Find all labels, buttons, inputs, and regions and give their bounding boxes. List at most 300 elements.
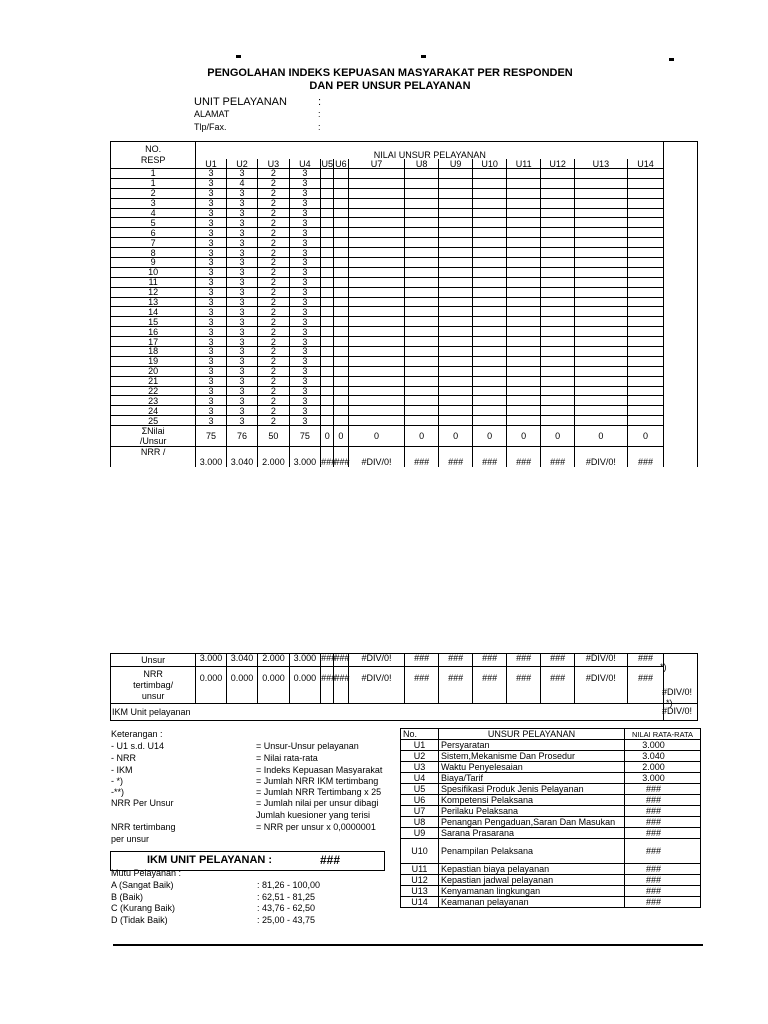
cell-value (321, 356, 334, 366)
page-gap (0, 522, 768, 653)
cell-value (473, 396, 507, 406)
cell-value (405, 347, 439, 357)
telp-label: Tlp/Fax. (194, 122, 227, 132)
cell-value: 2 (258, 228, 289, 238)
keterangan-definition: = Indeks Kepuasan Masyarakat (256, 765, 383, 775)
cell-value: 2 (258, 297, 289, 307)
cell-value (506, 287, 541, 297)
cell-value (334, 297, 348, 307)
cell-value: 3 (226, 248, 257, 258)
cell-value: 2 (258, 356, 289, 366)
cell-value (321, 347, 334, 357)
cell-value: 3 (196, 347, 226, 357)
cell-value (506, 169, 541, 179)
column-header: U12 (541, 159, 575, 168)
cell-value: 3 (289, 366, 320, 376)
unsur-code: U12 (401, 875, 439, 886)
table-row (111, 188, 698, 198)
column-header: U1 (196, 159, 226, 168)
cell-value: 3 (226, 198, 257, 208)
unsur-code: U1 (401, 740, 439, 751)
cell-value (506, 386, 541, 396)
cell-value: 3 (196, 327, 226, 337)
table-row (111, 218, 698, 228)
table-row (111, 376, 698, 386)
unsur-name: Sarana Prasarana (439, 828, 625, 839)
cell-value (627, 406, 664, 416)
table-row (111, 267, 698, 277)
resp-number: 8 (111, 248, 196, 258)
cell-value: 3 (226, 277, 257, 287)
cell-value: 3 (196, 169, 226, 179)
table-row (111, 169, 698, 179)
cell-value (348, 376, 405, 386)
sum-value: 0 (438, 426, 473, 447)
cell-value (334, 208, 348, 218)
cell-value (574, 228, 627, 238)
cell-value: 3 (289, 208, 320, 218)
cell-value (541, 317, 575, 327)
cell-value (574, 366, 627, 376)
cell-value: 3 (289, 258, 320, 268)
cell-value (541, 267, 575, 277)
resp-number: 14 (111, 307, 196, 317)
cell-value (334, 188, 348, 198)
cell-value (473, 386, 507, 396)
cell-value: 3 (196, 198, 226, 208)
cell-value (574, 258, 627, 268)
cell-value (334, 317, 348, 327)
cell-value (506, 248, 541, 258)
alamat-label: ALAMAT (194, 109, 230, 119)
keterangan-definition: Jumlah kuesioner yang terisi (256, 810, 371, 820)
cell-value: 3 (289, 406, 320, 416)
cell-value (334, 178, 348, 188)
unsur-value: ### (627, 654, 664, 667)
cell-value (506, 208, 541, 218)
keterangan-definition: = Nilai rata-rata (256, 753, 318, 763)
resp-number: 19 (111, 356, 196, 366)
keterangan-term: NRR Per Unsur (111, 798, 174, 808)
unsur-name: Kenyamanan lingkungan (439, 886, 625, 897)
cell-value (473, 258, 507, 268)
cell-value: 3 (289, 277, 320, 287)
cell-value: 3 (196, 218, 226, 228)
cell-value (405, 337, 439, 347)
cell-value: 2 (258, 396, 289, 406)
table-row (111, 258, 698, 268)
cell-value (348, 327, 405, 337)
cell-value (574, 356, 627, 366)
cell-value: 2 (258, 178, 289, 188)
sum-value: 0 (405, 426, 439, 447)
cell-value (321, 297, 334, 307)
cell-value: 3 (289, 218, 320, 228)
cell-value (321, 267, 334, 277)
cell-value (438, 347, 473, 357)
column-header: U6 (335, 158, 347, 169)
cell-value (473, 169, 507, 179)
cell-value (405, 238, 439, 248)
cell-value (405, 406, 439, 416)
cell-value (405, 178, 439, 188)
table-row (111, 396, 698, 406)
resp-number: 22 (111, 386, 196, 396)
resp-number: 12 (111, 287, 196, 297)
unsur-name: Kepastian jadwal pelayanan (439, 875, 625, 886)
unsur-code: U4 (401, 773, 439, 784)
resp-number: 6 (111, 228, 196, 238)
cell-value: 3 (196, 356, 226, 366)
cell-value (627, 198, 664, 208)
ikm-unit-pelayanan-label: IKM Unit pelayanan (111, 704, 664, 721)
cell-value (506, 337, 541, 347)
keterangan-term: NRR tertimbang (111, 822, 176, 832)
cell-value (438, 297, 473, 307)
sum-value: 75 (196, 426, 226, 447)
unsur-code: U8 (401, 817, 439, 828)
bottom-rule (113, 944, 703, 946)
cell-value: 3 (226, 317, 257, 327)
cell-value (473, 188, 507, 198)
nrr-tertimbang-value: ### (321, 667, 334, 704)
cell-value (405, 376, 439, 386)
unsur-code: U2 (401, 751, 439, 762)
nrr-tertimbang-value: 0.000 (226, 667, 257, 704)
unsur-table-row (401, 784, 701, 795)
cell-value (321, 228, 334, 238)
cell-value (541, 287, 575, 297)
unsur-code: U11 (401, 864, 439, 875)
cell-value (627, 218, 664, 228)
cell-value (348, 188, 405, 198)
cell-value: 3 (289, 267, 320, 277)
cell-value (574, 218, 627, 228)
cell-value (574, 238, 627, 248)
cell-value: 3 (196, 208, 226, 218)
resp-number: 2 (111, 188, 196, 198)
cell-value (627, 208, 664, 218)
unsur-code: U13 (401, 886, 439, 897)
unsur-name: Sistem,Mekanisme Dan Prosedur (439, 751, 625, 762)
cell-value (348, 258, 405, 268)
unsur-value: ### (506, 654, 541, 667)
resp-number: 24 (111, 406, 196, 416)
column-header: U5 (321, 158, 333, 169)
unsur-table-row (401, 875, 701, 886)
cell-value (473, 416, 507, 426)
cell-value (438, 327, 473, 337)
nrr-tertimbang-value: ### (506, 667, 541, 704)
cell-value: 3 (226, 267, 257, 277)
cell-value: 3 (196, 337, 226, 347)
resp-number: 3 (111, 198, 196, 208)
cell-value (321, 376, 334, 386)
column-header: U10 (473, 159, 507, 168)
cell-value (574, 178, 627, 188)
unsur-average: ### (625, 897, 701, 908)
keterangan-term: - IKM (111, 765, 133, 775)
unsur-label: Unsur (111, 654, 196, 667)
cell-value: 3 (289, 347, 320, 357)
unsur-table-row (401, 886, 701, 897)
cell-value (334, 238, 348, 248)
mutu-grade: C (Kurang Baik) (111, 903, 176, 913)
unsur-value: ### (473, 654, 507, 667)
cell-value (627, 337, 664, 347)
table-row (111, 198, 698, 208)
cell-value (348, 386, 405, 396)
cell-value: 2 (258, 258, 289, 268)
cell-value (334, 258, 348, 268)
cell-value (506, 347, 541, 357)
keterangan-definition: = Jumlah NRR IKM tertimbang (256, 776, 379, 786)
table-row (111, 277, 698, 287)
column-header: U4 (289, 159, 320, 168)
table-row (111, 416, 698, 426)
cell-value (506, 356, 541, 366)
unsur-table-header (401, 729, 701, 740)
cell-value (321, 218, 334, 228)
cell-value (348, 356, 405, 366)
table-row (111, 307, 698, 317)
cell-value: 2 (258, 277, 289, 287)
cell-value (348, 347, 405, 357)
column-header: U8 (405, 159, 439, 168)
nrr-row (111, 447, 698, 468)
unsur-name: Persyaratan (439, 740, 625, 751)
cell-value (438, 366, 473, 376)
right-empty-column (664, 142, 698, 468)
cell-value (348, 307, 405, 317)
cell-value: 3 (196, 277, 226, 287)
cell-value (473, 277, 507, 287)
cell-value (405, 169, 439, 179)
sum-row (111, 426, 698, 447)
cell-value: 3 (226, 416, 257, 426)
cell-value (321, 327, 334, 337)
table-row (111, 347, 698, 357)
cell-value (438, 228, 473, 238)
cell-value (627, 356, 664, 366)
nrr-tertimbang-label: NRR tertimbag/ unsur (111, 667, 196, 704)
cell-value: 3 (289, 386, 320, 396)
ikm-unit-label: IKM UNIT PELAYANAN : (147, 854, 273, 866)
cell-value (321, 396, 334, 406)
keterangan-definition: = Unsur-Unsur pelayanan (256, 741, 359, 751)
cell-value: 3 (196, 228, 226, 238)
cell-value (321, 238, 334, 248)
cell-value (334, 277, 348, 287)
column-header: U9 (438, 159, 473, 168)
header-nilai: NILAI RATA-RATA (625, 729, 701, 740)
cell-value: 3 (196, 188, 226, 198)
cell-value: 3 (226, 337, 257, 347)
cell-value (405, 386, 439, 396)
cell-value: 2 (258, 327, 289, 337)
cell-value (334, 347, 348, 357)
cell-value (405, 356, 439, 366)
cell-value (473, 337, 507, 347)
table-row (111, 297, 698, 307)
cell-value: 3 (226, 208, 257, 218)
nrr-value: 3.040 (226, 447, 257, 468)
corner-mark (236, 55, 241, 58)
cell-value (506, 406, 541, 416)
cell-value (405, 208, 439, 218)
cell-value: 2 (258, 248, 289, 258)
unsur-value: ### (541, 654, 575, 667)
header-unsur: UNSUR PELAYANAN (439, 729, 625, 740)
sum-value: 0 (574, 426, 627, 447)
cell-value (438, 356, 473, 366)
unsur-average: 3.040 (625, 751, 701, 762)
cell-value (627, 258, 664, 268)
data-table (110, 141, 698, 467)
mutu-grade: A (Sangat Baik) (111, 880, 174, 890)
header-no: No. (401, 729, 439, 740)
cell-value (473, 238, 507, 248)
sum-value: 75 (289, 426, 320, 447)
cell-value: 3 (196, 297, 226, 307)
resp-number: 25 (111, 416, 196, 426)
nrr-tertimbang-value: ### (405, 667, 439, 704)
resp-number: 23 (111, 396, 196, 406)
cell-value (506, 376, 541, 386)
nrr-tertimbang-value: ### (334, 667, 348, 704)
cell-value: 3 (196, 248, 226, 258)
unsur-average: ### (625, 784, 701, 795)
nrr-tertimbang-value: 0.000 (289, 667, 320, 704)
nrr-value: ### (438, 447, 473, 468)
cell-value (506, 307, 541, 317)
cell-value (627, 169, 664, 179)
cell-value (627, 297, 664, 307)
cell-value (438, 396, 473, 406)
cell-value (334, 287, 348, 297)
unsur-average: 3.000 (625, 773, 701, 784)
unsur-table-row (401, 828, 701, 839)
table-row (111, 337, 698, 347)
cell-value (405, 396, 439, 406)
cell-value: 3 (289, 416, 320, 426)
unsur-pelayanan-table (400, 728, 701, 908)
cell-value (334, 376, 348, 386)
cell-value (506, 267, 541, 277)
cell-value (334, 327, 348, 337)
table-row (111, 178, 698, 188)
cell-value (473, 376, 507, 386)
cell-value (627, 317, 664, 327)
cell-value (321, 317, 334, 327)
page-title: PENGOLAHAN INDEKS KEPUASAN MASYARAKAT PER RESPONDEN (207, 67, 573, 79)
cell-value (348, 337, 405, 347)
cell-value (473, 307, 507, 317)
cell-value (348, 228, 405, 238)
resp-number: 21 (111, 376, 196, 386)
cell-value (627, 248, 664, 258)
unsur-name: Kepastian biaya pelayanan (439, 864, 625, 875)
cell-value: 3 (196, 396, 226, 406)
unsur-value: #DIV/0! (574, 654, 627, 667)
cell-value: 3 (226, 297, 257, 307)
unsur-table-row (401, 795, 701, 806)
cell-value (627, 228, 664, 238)
cell-value: 3 (226, 406, 257, 416)
table-row (111, 366, 698, 376)
cell-value: 2 (258, 376, 289, 386)
column-header: U14 (627, 159, 664, 168)
cell-value: 3 (196, 376, 226, 386)
table-row (111, 248, 698, 258)
nrr-tertimbang-value: #DIV/0! (574, 667, 627, 704)
cell-value (438, 307, 473, 317)
cell-value (574, 376, 627, 386)
unsur-average: 3.000 (625, 740, 701, 751)
cell-value (438, 337, 473, 347)
cell-value: 3 (226, 228, 257, 238)
cell-value: 3 (226, 396, 257, 406)
cell-value (541, 327, 575, 337)
cell-value (334, 416, 348, 426)
cell-value: 3 (289, 356, 320, 366)
unsur-name: Waktu Penyelesaian (439, 762, 625, 773)
cell-value (506, 238, 541, 248)
cell-value (438, 248, 473, 258)
table-row (111, 406, 698, 416)
mutu-title: Mutu Pelayanan : (111, 868, 182, 878)
nrr-value: ### (473, 447, 507, 468)
cell-value (541, 228, 575, 238)
cell-value (574, 287, 627, 297)
cell-value (334, 267, 348, 277)
cell-value (438, 287, 473, 297)
resp-number: 15 (111, 317, 196, 327)
table-row (111, 228, 698, 238)
cell-value (473, 366, 507, 376)
cell-value: 3 (196, 258, 226, 268)
cell-value (541, 337, 575, 347)
cell-value (334, 218, 348, 228)
cell-value: 2 (258, 337, 289, 347)
cell-value: 3 (196, 307, 226, 317)
unsur-table-row (401, 817, 701, 828)
unsur-row (111, 654, 698, 667)
cell-value (574, 386, 627, 396)
cell-value (541, 248, 575, 258)
cell-value: 3 (226, 366, 257, 376)
nrr-value: 2.000 (258, 447, 289, 468)
cell-value (438, 406, 473, 416)
mutu-range: : 43,76 - 62,50 (257, 903, 316, 913)
unsur-value: ### (405, 654, 439, 667)
cell-value (574, 169, 627, 179)
resp-number: 7 (111, 238, 196, 248)
column-header: U13 (574, 159, 627, 168)
cell-value (473, 178, 507, 188)
cell-value: 3 (226, 218, 257, 228)
cell-value (541, 416, 575, 426)
cell-value (438, 416, 473, 426)
corner-mark (421, 55, 426, 58)
cell-value (334, 396, 348, 406)
cell-value: 2 (258, 366, 289, 376)
cell-value (321, 406, 334, 416)
cell-value (627, 267, 664, 277)
unsur-code: U3 (401, 762, 439, 773)
cell-value (405, 416, 439, 426)
cell-value (627, 307, 664, 317)
